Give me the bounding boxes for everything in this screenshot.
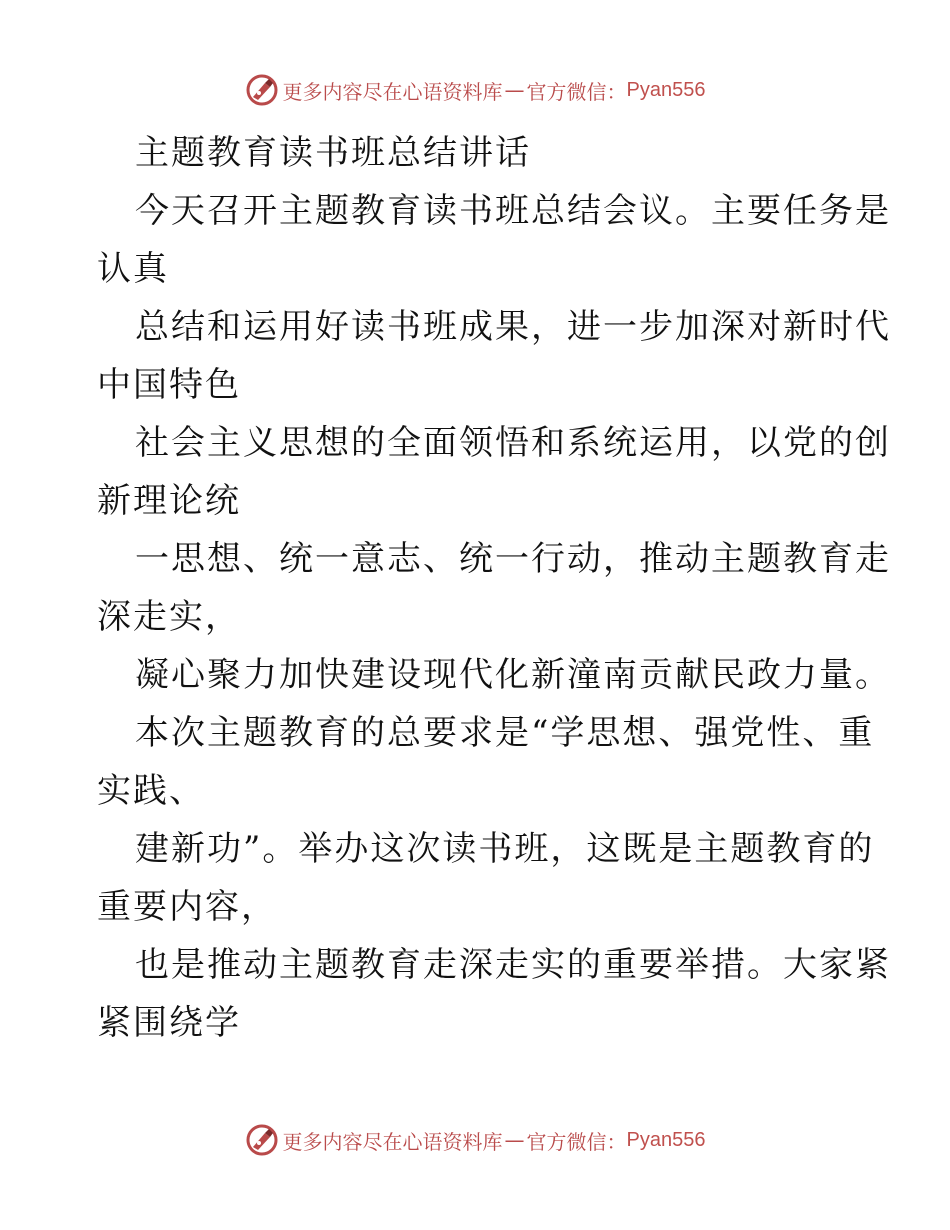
header-watermark [0,70,950,110]
footer-watermark [0,1120,950,1160]
paragraph-line: 认真 [97,249,169,289]
watermark-wechat-id: Pyan556 [626,78,706,101]
watermark-text: 更多内容尽在心语资料库 [282,79,503,104]
watermark-wechat-id: Pyan556 [626,1128,706,1151]
watermark-text: 更多内容尽在心语资料库 [282,1129,503,1154]
paragraph-line: 今天召开主题教育读书班总结会议。主要任务是 [135,191,891,231]
paragraph-line: 新理论统 [97,481,241,521]
paragraph-line: 总结和运用好读书班成果，进一步加深对新时代 [135,307,891,347]
watermark-wechat-label: 官方微信： [526,1129,627,1154]
watermark-separator: — [504,1128,525,1152]
watermark-wechat-label: 官方微信： [526,79,627,104]
paragraph-line: 深走实， [97,597,241,637]
pen-logo-icon [245,73,279,107]
paragraph-line: 社会主义思想的全面领悟和系统运用，以党的创 [135,423,891,463]
paragraph-line: 中国特色 [97,365,241,405]
paragraph-line: 凝心聚力加快建设现代化新潼南贡献民政力量。 [135,655,891,695]
paragraph-line: 实践、 [97,771,205,811]
paragraph-line: 也是推动主题教育走深走实的重要举措。大家紧 [135,945,891,985]
paragraph-line: 本次主题教育的总要求是“学思想、强党性、重 [135,713,875,753]
paragraph-line: 紧围绕学 [97,1003,241,1043]
watermark-separator: — [504,78,525,102]
paragraph-line: 一思想、统一意志、统一行动，推动主题教育走 [135,539,891,579]
pen-logo-icon [245,1123,279,1157]
document-body [97,124,891,1052]
document-title: 主题教育读书班总结讲话 [135,133,531,173]
paragraph-line: 建新功”。举办这次读书班，这既是主题教育的 [135,829,875,869]
paragraph-line: 重要内容， [97,887,277,927]
